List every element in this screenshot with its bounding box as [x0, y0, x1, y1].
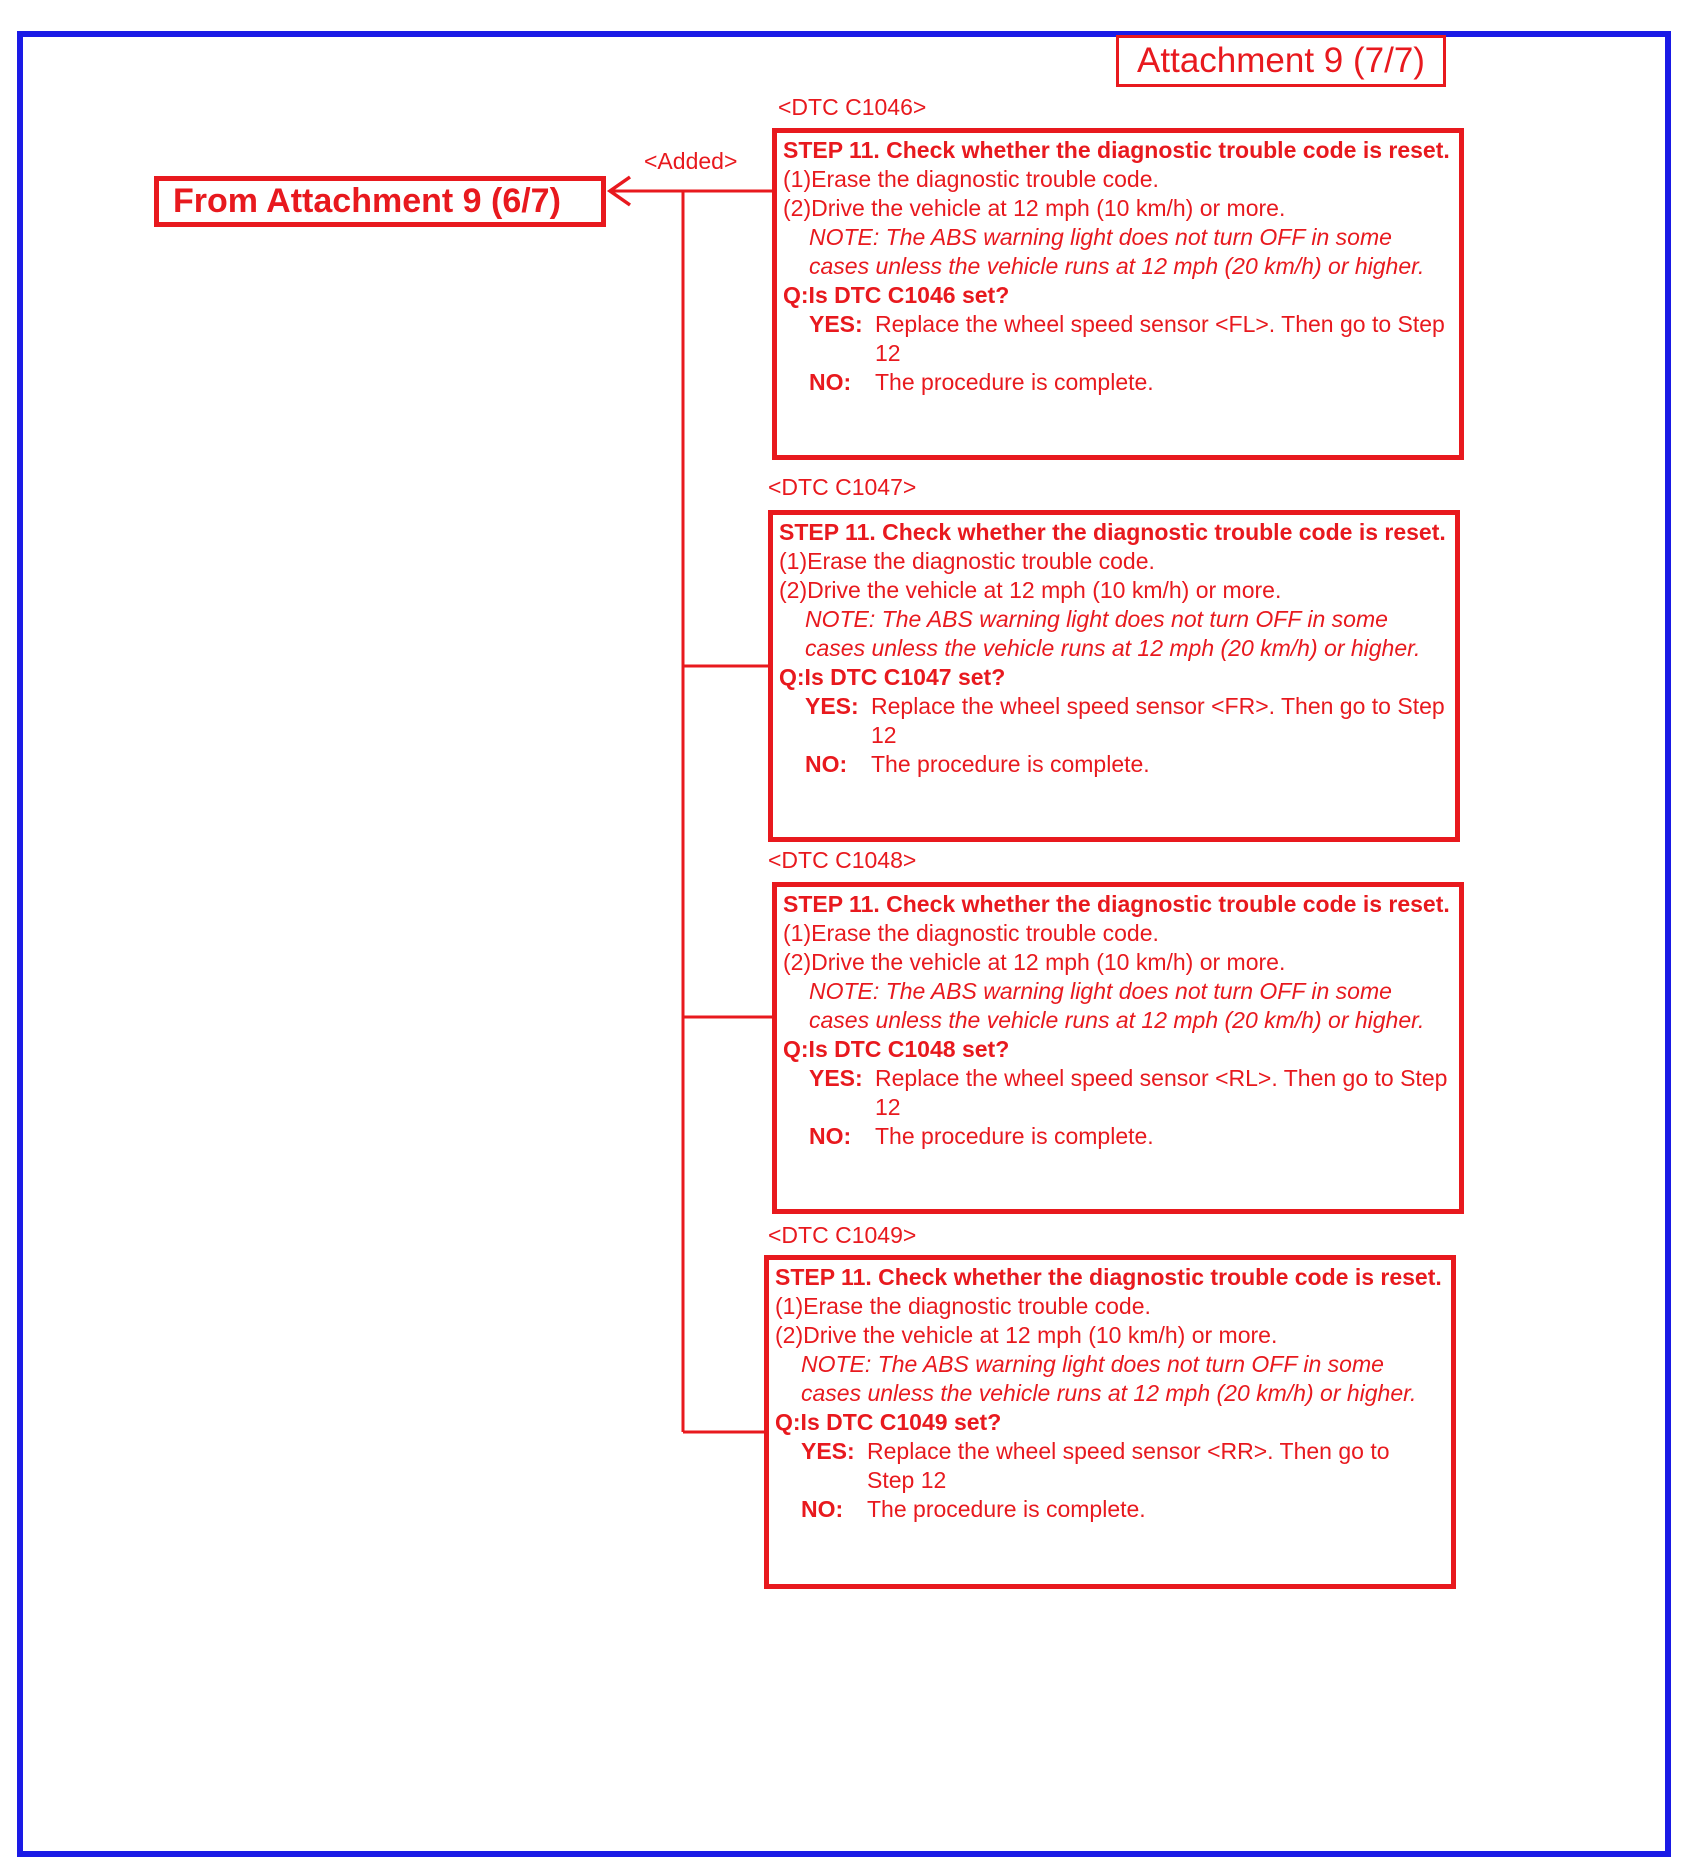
step-instruction: (2)Drive the vehicle at 12 mph (10 km/h) or more. [779, 577, 1282, 603]
step-title: STEP 11. Check whether the diagnostic trouble code is reset. [783, 137, 1450, 163]
step-box [768, 510, 1460, 842]
no-key: NO: [809, 1123, 852, 1149]
yes-answer [783, 1064, 1451, 1122]
attachment-label: Attachment 9 (7/7) [1116, 35, 1446, 87]
yes-key: YES: [809, 1065, 863, 1091]
step-question: Q:Is DTC C1049 set? [775, 1409, 1002, 1435]
yes-key: YES: [801, 1438, 855, 1464]
step-box [772, 128, 1464, 460]
yes-key: YES: [809, 311, 863, 337]
no-answer [779, 750, 1447, 779]
no-key: NO: [801, 1496, 844, 1522]
dtc-label: <DTC C1047> [768, 474, 917, 500]
dtc-label: <DTC C1049> [768, 1222, 917, 1248]
yes-answer [775, 1437, 1443, 1495]
yes-answer [783, 310, 1451, 368]
no-answer [783, 368, 1451, 397]
step-question: Q:Is DTC C1048 set? [783, 1036, 1010, 1062]
step-question: Q:Is DTC C1047 set? [779, 664, 1006, 690]
step-title: STEP 11. Check whether the diagnostic trouble code is reset. [779, 519, 1446, 545]
step-note: NOTE: The ABS warning light does not turn OFF in some cases unless the vehicle runs at 12 mph (20 km/h) or higher. [809, 978, 1425, 1033]
step-title: STEP 11. Check whether the diagnostic trouble code is reset. [775, 1264, 1442, 1290]
step-box [764, 1255, 1456, 1589]
from-attachment-box: From Attachment 9 (6/7) [154, 176, 606, 227]
step-instruction: (2)Drive the vehicle at 12 mph (10 km/h) or more. [783, 195, 1286, 221]
yes-text: Replace the wheel speed sensor <RR>. Then go to Step 12 [867, 1438, 1390, 1493]
no-answer [775, 1495, 1443, 1524]
step-instruction: (2)Drive the vehicle at 12 mph (10 km/h) or more. [783, 949, 1286, 975]
no-text: The procedure is complete. [875, 369, 1154, 395]
dtc-label: <DTC C1048> [768, 847, 917, 873]
step-instruction: (1)Erase the diagnostic trouble code. [783, 166, 1159, 192]
added-label: <Added> [644, 148, 738, 174]
dtc-label: <DTC C1046> [778, 94, 927, 120]
yes-key: YES: [805, 693, 859, 719]
yes-text: Replace the wheel speed sensor <FR>. Then go to Step 12 [871, 693, 1445, 748]
step-instruction: (1)Erase the diagnostic trouble code. [779, 548, 1155, 574]
step-note: NOTE: The ABS warning light does not turn OFF in some cases unless the vehicle runs at 12 mph (20 km/h) or higher. [805, 606, 1421, 661]
step-box [772, 882, 1464, 1214]
no-text: The procedure is complete. [871, 751, 1150, 777]
step-note: NOTE: The ABS warning light does not turn OFF in some cases unless the vehicle runs at 12 mph (20 km/h) or higher. [809, 224, 1425, 279]
yes-text: Replace the wheel speed sensor <RL>. Then go to Step 12 [875, 1065, 1448, 1120]
step-question: Q:Is DTC C1046 set? [783, 282, 1010, 308]
step-title: STEP 11. Check whether the diagnostic trouble code is reset. [783, 891, 1450, 917]
no-key: NO: [809, 369, 852, 395]
no-answer [783, 1122, 1451, 1151]
step-instruction: (2)Drive the vehicle at 12 mph (10 km/h) or more. [775, 1322, 1278, 1348]
step-instruction: (1)Erase the diagnostic trouble code. [783, 920, 1159, 946]
no-key: NO: [805, 751, 848, 777]
step-instruction: (1)Erase the diagnostic trouble code. [775, 1293, 1151, 1319]
step-note: NOTE: The ABS warning light does not turn OFF in some cases unless the vehicle runs at 12 mph (20 km/h) or higher. [801, 1351, 1417, 1406]
yes-text: Replace the wheel speed sensor <FL>. Then go to Step 12 [875, 311, 1445, 366]
no-text: The procedure is complete. [875, 1123, 1154, 1149]
yes-answer [779, 692, 1447, 750]
no-text: The procedure is complete. [867, 1496, 1146, 1522]
